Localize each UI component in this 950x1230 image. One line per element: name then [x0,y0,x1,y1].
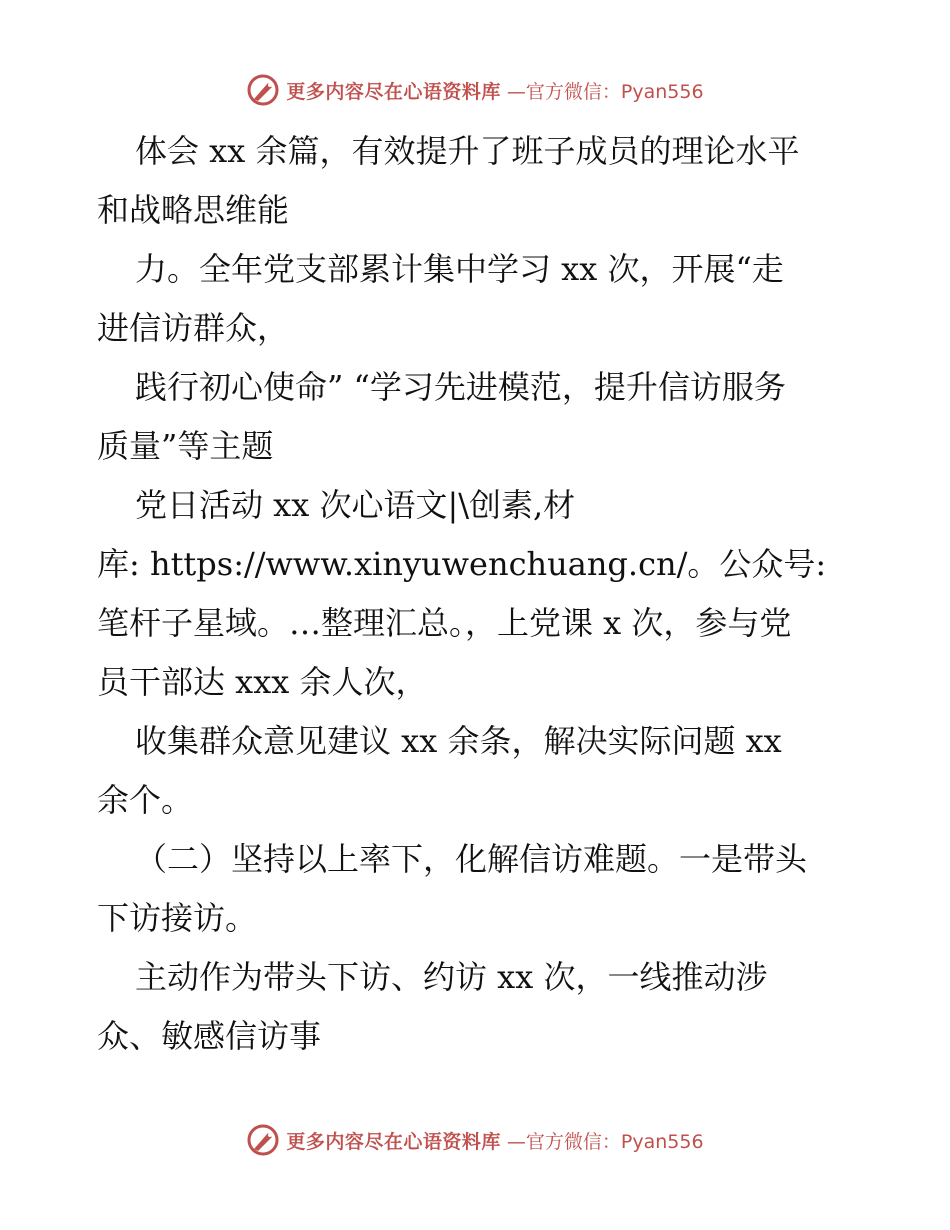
text-line: 主动作为带头下访、约访 xx 次，一线推动涉 [135,958,768,996]
document-body [97,122,857,1066]
text-line: 库: https://www.xinyuwenchuang.cn/。公众号: [97,545,827,583]
header-banner [0,70,950,110]
banner-main-text: 更多内容尽在心语资料库 [286,80,501,103]
text-line: 质量”等主题 [97,427,274,465]
text-line: 笔杆子星域。…整理汇总。，上党课 x 次，参与党 [97,604,792,642]
text-line: 党日活动 xx 次心语文|\创素,材 [135,486,576,524]
text-line: 进信访群众， [97,309,290,347]
banner-sub-text: —官方微信：Pyan556 [506,80,704,103]
text-line: 众、敏感信访事 [97,1017,322,1055]
text-line: 下访接访。 [97,899,258,937]
text-line: 力。全年党支部累计集中学习 xx 次，开展“走 [135,250,784,288]
text-line: 员干部达 xxx 余人次， [97,663,428,701]
text-line: 践行初心使命” “学习先进模范，提升信访服务 [135,368,786,406]
footer-banner [0,1120,950,1160]
text-line: 体会 xx 余篇，有效提升了班子成员的理论水平 [135,132,800,170]
banner-sub-text: —官方微信：Pyan556 [506,1130,704,1153]
text-line: 收集群众意见建议 xx 余条，解决实际问题 xx [135,722,782,760]
text-line: 余个。 [97,781,194,819]
pen-logo-icon [246,1123,280,1157]
banner-main-text: 更多内容尽在心语资料库 [286,1130,501,1153]
pen-logo-icon [246,73,280,107]
text-line: 和战略思维能 [97,191,290,229]
text-line: （二）坚持以上率下，化解信访难题。一是带头 [135,840,808,878]
